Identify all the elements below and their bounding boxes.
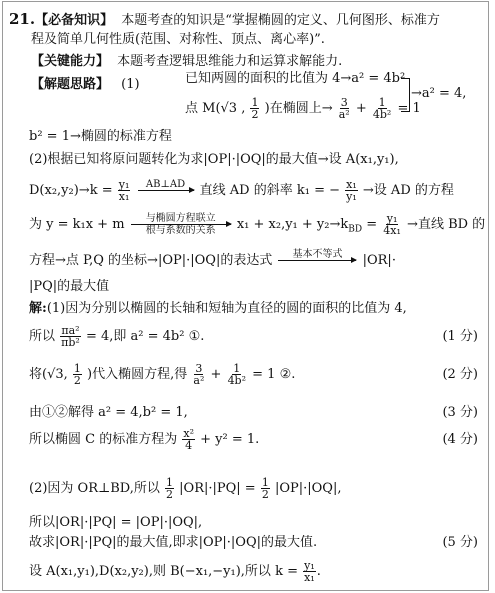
brace-connector (401, 78, 410, 112)
approach-result (411, 85, 482, 103)
solution-line-6: (2)因为 OR⊥BD,所以 $\frac{1}{2}$ |OR|·|PQ| = $\frac{1}{2}$ |OP|·|OQ|, (29, 476, 342, 501)
approach-line-3: b² = 1→椭圆的标准方程 (29, 129, 172, 144)
approach-p2-line-4: 方程→点 P,Q 的坐标→|OP|·|OQ|的表达式 基本不等式 |OR|· (29, 249, 482, 273)
solution-line-1: 解:(1)因为分别以椭圆的长轴和短轴为直径的圆的面积的比值为 4, (29, 301, 407, 316)
solution-line-2: 所以 $\frac{\text{πa²}}{\text{πb²}}$ = 4,即 a² = 4b² ①. (1 分) (29, 322, 482, 352)
knowledge-line-1 (9, 10, 482, 30)
content (9, 4, 486, 588)
tag-approach: 【解题思路】 (31, 77, 110, 92)
arrow-inequality: 基本不等式 (278, 249, 356, 272)
solution-line-8: 故求|OR|·|PQ|的最大值,即求|OP|·|OQ|的最大值. (5 分) (29, 535, 478, 550)
solution-line-4: 由①②解得 a² = 4,b² = 1, (3 分) (29, 405, 478, 420)
result-a2: →a² = 4, (411, 86, 467, 101)
score-1: (1 分) (442, 329, 478, 344)
frac-y1-4x1: $\frac{\text{y₁}}{\text{4x₁}}$ (383, 212, 401, 237)
solution-line-3: 将(√3, $\frac{1}{2}$ )代入椭圆方程,得 $\frac{3}{\text{a²}}$ + $\frac{1}{\text{4b²}}$ = 1 ②. (2 分) (29, 360, 482, 390)
frac-1-2: $\frac{1}{2}$ (251, 96, 259, 121)
point-text: 点 M(√3 , (185, 101, 246, 116)
frac-y1-x1: $\frac{\text{y₁}}{\text{x₁}}$ (118, 178, 130, 203)
arrow-combine: 与椭圆方程联立 根与系数的关系 (131, 213, 231, 236)
ability-line (31, 53, 482, 71)
frac-1-4b2: $\frac{1}{\text{4b²}}$ (372, 96, 392, 121)
knowledge-line-2 (31, 31, 482, 49)
solution-line-5: 所以椭圆 C 的标准方程为 $\frac{\text{x²}}{4}$ + y² = 1. (4 分) (29, 425, 482, 455)
arrow-ab-perp-ad: AB⊥AD (138, 179, 194, 202)
knowledge-text: 本题考查的知识是“掌握椭圆的定义、几何图形、标准方 (121, 13, 440, 28)
score-4: (4 分) (442, 432, 478, 447)
score-3: (3 分) (442, 405, 478, 420)
solution-line-9: 设 A(x₁,y₁),D(x₂,y₂),则 B(−x₁,−y₁),所以 k = $\frac{\text{y₁}}{\text{x₁}}$ . (29, 559, 321, 584)
score-5: (5 分) (442, 535, 478, 550)
solution-line-7: 所以|OR|·|PQ| = |OP|·|OQ|, (29, 515, 203, 530)
exam-solution-page (2, 1, 489, 591)
tag-ability: 【关键能力】 (31, 54, 110, 69)
approach-p2-line-1: (2)根据已知将原问题转化为求|OP|·|OQ|的最大值→设 A(x₁,y₁), (29, 152, 399, 167)
frac-x1-y1: $\frac{\text{x₁}}{\text{y₁}}$ (346, 178, 357, 203)
approach-point: 点 M(√3 , $\frac{1}{2}$ )在椭圆上→ $\frac{3}{\text{a²}}$ + $\frac{1}{\text{4b²}}$ = 1 (185, 96, 421, 121)
on-ellipse-text: )在椭圆上→ (264, 101, 333, 116)
approach-p2-line-5: |PQ|的最大值 (29, 279, 110, 294)
part1-label: (1) (121, 77, 140, 92)
approach-p2-line-2: D(x₂,y₂)→k = $\frac{\text{y₁}}{\text{x₁}}$ AB⊥AD 直线 AD 的斜率 k₁ = − $\frac{\text{x₁}}{\text{y₁}}$ →设 AD 的方程 (29, 178, 454, 203)
ability-text: 本题考查逻辑思维能力和运算求解能力. (117, 54, 343, 69)
ratio-text: 已知两圆的面积的比值为 4→a² = 4b² (185, 71, 406, 86)
frac-3-a2: $\frac{3}{\text{a²}}$ (338, 96, 350, 121)
solution-label: 解: (29, 301, 47, 316)
knowledge-text-2: 程及简单几何性质(范围、对称性、顶点、离心率)”. (31, 32, 325, 47)
score-2: (2 分) (442, 367, 478, 382)
approach-p2-line-3: 为 y = k₁x + m 与椭圆方程联立 根与系数的关系 $x_1 + x_2,y_1 + y_2\to k_{BD}$ = $\frac{\text{y₁}}{\text{4x₁}}$ →直线 BD 的 (29, 212, 486, 237)
frac-pia2-pib2: $\frac{\text{πa²}}{\text{πb²}}$ (61, 324, 80, 349)
tag-knowledge: 【必备知识】 (35, 13, 114, 28)
question-number: 21. (9, 10, 36, 28)
